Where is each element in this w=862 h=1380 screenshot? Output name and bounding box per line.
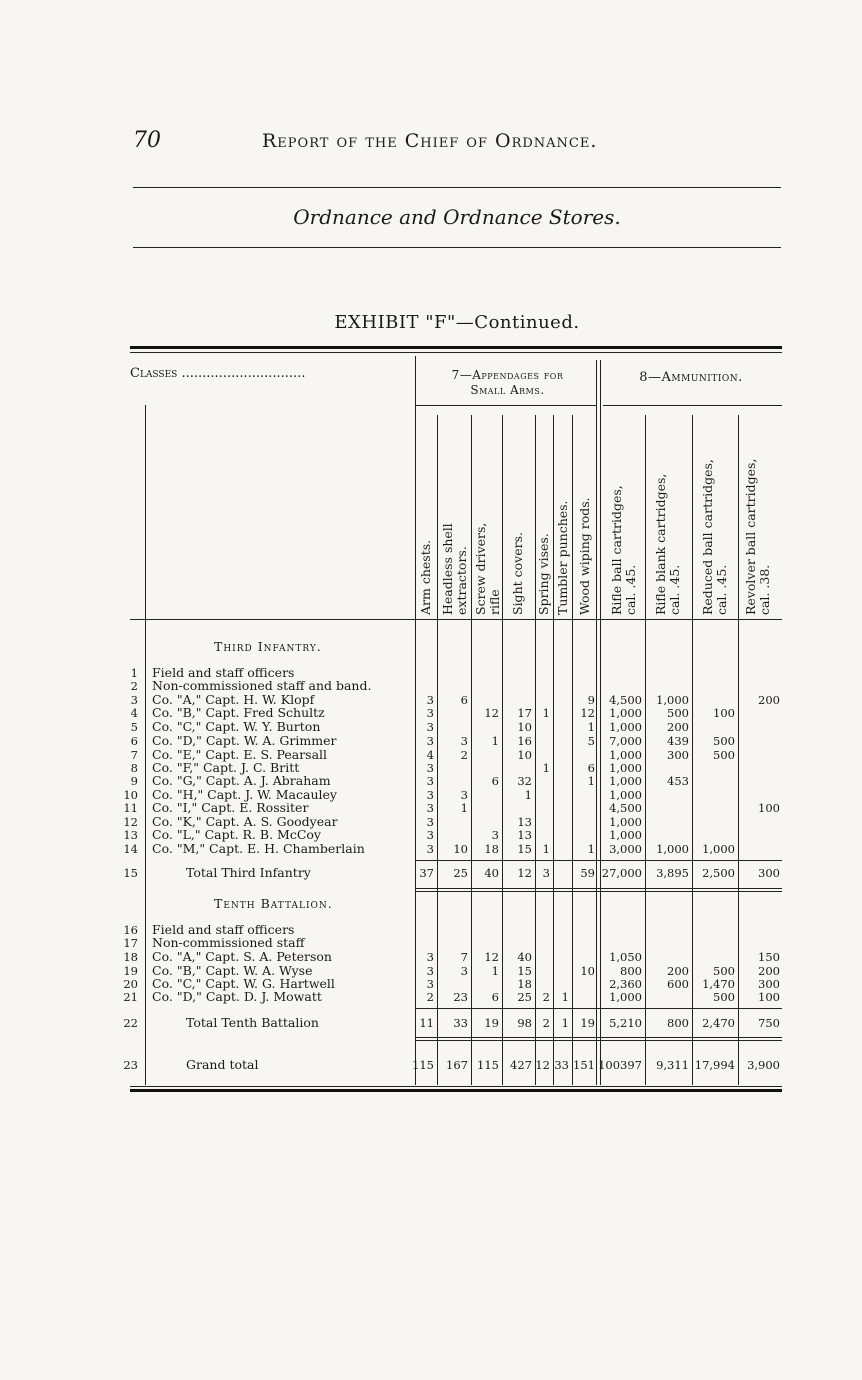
section-subtitle: Ordnance and Ordnance Stores. — [293, 205, 621, 229]
cell-value: 6 — [491, 774, 499, 788]
page-number: 70 — [133, 128, 161, 153]
row-number: 21 — [123, 990, 138, 1004]
row-number: 20 — [123, 977, 138, 991]
cell-value: 300 — [667, 748, 689, 762]
cell-value: 3,895 — [656, 866, 689, 880]
total-row — [0, 1058, 862, 1072]
table-row — [0, 693, 862, 707]
cell-value: 10 — [580, 964, 595, 978]
total-double-rule — [415, 1040, 782, 1041]
cell-value: 40 — [484, 866, 499, 880]
cell-value: 800 — [620, 964, 642, 978]
cell-value: 200 — [667, 720, 689, 734]
cell-value: 3 — [460, 964, 468, 978]
cell-value: 3 — [426, 815, 434, 829]
cell-value: 600 — [667, 977, 689, 991]
column-header-spring-vises: Spring vises. — [536, 533, 551, 615]
cell-value: 12 — [484, 950, 499, 964]
row-number: 15 — [123, 866, 138, 880]
table-top-rule-thin — [130, 352, 782, 353]
cell-value: 500 — [713, 734, 735, 748]
subtotal-rule — [415, 1008, 782, 1009]
row-label: Field and staff officers — [152, 665, 295, 680]
cell-value: 19 — [484, 1016, 499, 1030]
cell-value: 453 — [667, 774, 689, 788]
cell-value: 439 — [667, 734, 689, 748]
cell-value: 500 — [667, 706, 689, 720]
cell-value: 1 — [491, 734, 499, 748]
cell-value: 6 — [491, 990, 499, 1004]
cell-value: 16 — [517, 734, 532, 748]
cell-value: 500 — [713, 964, 735, 978]
cell-value: 25 — [453, 866, 468, 880]
table-row — [0, 748, 862, 762]
table-row — [0, 706, 862, 720]
cell-value: 167 — [446, 1058, 468, 1072]
cell-value: 17 — [517, 706, 532, 720]
table-row — [0, 801, 862, 815]
row-label: Co. "D," Capt. D. J. Mowatt — [152, 989, 322, 1004]
cell-value: 37 — [419, 866, 434, 880]
cell-value: 3 — [426, 788, 434, 802]
row-number: 17 — [123, 936, 138, 950]
row-number: 19 — [123, 964, 138, 978]
column-header-arm-chests: Arm chests. — [418, 539, 433, 615]
cell-value: 6 — [460, 693, 468, 707]
column-header-revolver-ball-cartridges: Revolver ball cartridges, cal. .38. — [743, 458, 772, 615]
cell-value: 4,500 — [609, 693, 642, 707]
running-head: Report of the Chief of Ordnance. — [262, 130, 598, 152]
header-bottom-rule — [130, 619, 782, 620]
cell-value: 1,000 — [609, 828, 642, 842]
cell-value: 3 — [426, 706, 434, 720]
group-header-appendages: 7—Appendages for Small Arms. — [451, 368, 564, 397]
cell-value: 13 — [517, 815, 532, 829]
column-header-reduced-ball-cartridges: Reduced ball cartridges, cal. .45. — [700, 459, 729, 615]
table-row — [0, 990, 862, 1004]
cell-value: 19 — [580, 1016, 595, 1030]
row-number: 22 — [123, 1016, 138, 1030]
cell-value: 3 — [542, 866, 550, 880]
cell-value: 2,500 — [702, 866, 735, 880]
row-label: Co. "I," Capt. E. Rossiter — [152, 800, 309, 815]
cell-value: 151 — [573, 1058, 595, 1072]
table-row — [0, 761, 862, 775]
table-row — [0, 828, 862, 842]
row-number: 14 — [123, 842, 138, 856]
row-number: 7 — [130, 748, 138, 762]
cell-value: 3 — [426, 801, 434, 815]
cell-value: 500 — [713, 990, 735, 1004]
cell-value: 1 — [587, 720, 595, 734]
cell-value: 3 — [460, 734, 468, 748]
column-header-wood-wiping-rods: Wood wiping rods. — [577, 497, 592, 615]
cell-value: 10 — [453, 842, 468, 856]
cell-value: 9,311 — [656, 1058, 689, 1072]
cell-value: 800 — [667, 1016, 689, 1030]
cell-value: 1 — [587, 774, 595, 788]
group7-rule — [415, 405, 597, 406]
classes-label: Classes .............................. — [130, 366, 306, 381]
row-label: Co. "E," Capt. E. S. Pearsall — [152, 747, 328, 762]
cell-value: 13 — [517, 828, 532, 842]
total-row — [0, 1016, 862, 1030]
cell-value: 5,210 — [609, 1016, 642, 1030]
cell-value: 11 — [419, 1016, 434, 1030]
total-double-rule — [415, 891, 782, 892]
total-double-rule — [415, 1037, 782, 1038]
row-label: Total Tenth Battalion — [186, 1015, 319, 1030]
cell-value: 5 — [587, 734, 595, 748]
cell-value: 33 — [554, 1058, 569, 1072]
cell-value: 3 — [426, 720, 434, 734]
row-label: Non-commissioned staff — [152, 935, 305, 950]
table-row — [0, 788, 862, 802]
row-number: 13 — [123, 828, 138, 842]
cell-value: 10 — [517, 748, 532, 762]
cell-value: 3 — [426, 774, 434, 788]
cell-value: 12 — [580, 706, 595, 720]
cell-value: 1 — [542, 842, 550, 856]
section-heading-third-infantry: Third Infantry. — [214, 639, 322, 654]
cell-value: 1,000 — [609, 761, 642, 775]
row-label: Co. "F," Capt. J. C. Britt — [152, 760, 300, 775]
table-row — [0, 964, 862, 978]
cell-value: 3 — [426, 950, 434, 964]
cell-value: 18 — [484, 842, 499, 856]
cell-value: 1,000 — [702, 842, 735, 856]
cell-value: 2 — [460, 748, 468, 762]
row-label: Co. "K," Capt. A. S. Goodyear — [152, 814, 338, 829]
cell-value: 150 — [758, 950, 780, 964]
cell-value: 1,000 — [609, 748, 642, 762]
cell-value: 500 — [713, 748, 735, 762]
top-rule — [133, 187, 781, 188]
cell-value: 3 — [426, 734, 434, 748]
row-number: 5 — [130, 720, 138, 734]
total-row — [0, 866, 862, 880]
column-header-tumbler-punches: Tumbler punches. — [555, 500, 570, 615]
table-row — [0, 815, 862, 829]
row-number: 8 — [130, 761, 138, 775]
column-header-screw-drivers: Screw drivers, rifle — [473, 522, 502, 615]
cell-value: 1 — [542, 706, 550, 720]
section-heading-tenth-battalion: Tenth Battalion. — [214, 896, 333, 911]
cell-value: 3 — [460, 788, 468, 802]
cell-value: 3 — [426, 842, 434, 856]
row-label: Co. "D," Capt. W. A. Grimmer — [152, 733, 337, 748]
cell-value: 27,000 — [601, 866, 642, 880]
cell-value: 1,000 — [609, 788, 642, 802]
cell-value: 3 — [491, 828, 499, 842]
cell-value: 32 — [517, 774, 532, 788]
group-header-ammunition: 8—Ammunition. — [639, 370, 743, 385]
cell-value: 3 — [426, 761, 434, 775]
cell-value: 115 — [412, 1058, 434, 1072]
cell-value: 3,900 — [747, 1058, 780, 1072]
cell-value: 3 — [426, 828, 434, 842]
cell-value: 1,000 — [609, 815, 642, 829]
cell-value: 12 — [517, 866, 532, 880]
row-number: 2 — [130, 679, 138, 693]
table-row — [0, 950, 862, 964]
row-number: 10 — [123, 788, 138, 802]
row-number: 4 — [130, 706, 138, 720]
cell-value: 200 — [667, 964, 689, 978]
cell-value: 1 — [587, 842, 595, 856]
cell-value: 33 — [453, 1016, 468, 1030]
cell-value: 4 — [426, 748, 434, 762]
row-label: Co. "C," Capt. W. G. Hartwell — [152, 976, 335, 991]
cell-value: 1,000 — [609, 720, 642, 734]
cell-value: 3,000 — [609, 842, 642, 856]
cell-value: 40 — [517, 950, 532, 964]
row-number: 6 — [130, 734, 138, 748]
cell-value: 100 — [758, 801, 780, 815]
cell-value: 7,000 — [609, 734, 642, 748]
row-label: Co. "A," Capt. S. A. Peterson — [152, 949, 332, 964]
cell-value: 12 — [484, 706, 499, 720]
cell-value: 2,360 — [609, 977, 642, 991]
cell-value: 1 — [542, 761, 550, 775]
table-row — [0, 774, 862, 788]
cell-value: 1,000 — [609, 990, 642, 1004]
cell-value: 15 — [517, 964, 532, 978]
cell-value: 1,470 — [702, 977, 735, 991]
column-header-rifle-blank-cartridges: Rifle blank cartridges, cal. .45. — [653, 473, 682, 615]
cell-value: 100 — [758, 990, 780, 1004]
cell-value: 4,500 — [609, 801, 642, 815]
row-label: Field and staff officers — [152, 922, 295, 937]
cell-value: 7 — [460, 950, 468, 964]
row-label: Co. "H," Capt. J. W. Macauley — [152, 787, 337, 802]
row-number: 9 — [130, 774, 138, 788]
row-number: 3 — [130, 693, 138, 707]
cell-value: 3 — [426, 964, 434, 978]
row-label: Co. "B," Capt. Fred Schultz — [152, 705, 325, 720]
table-row — [0, 720, 862, 734]
cell-value: 17,994 — [694, 1058, 735, 1072]
cell-value: 1 — [524, 788, 532, 802]
cell-value: 1 — [460, 801, 468, 815]
cell-value: 2 — [542, 990, 550, 1004]
cell-value: 1 — [561, 1016, 569, 1030]
row-number: 12 — [123, 815, 138, 829]
row-label: Co. "B," Capt. W. A. Wyse — [152, 963, 313, 978]
table-row — [0, 923, 862, 937]
cell-value: 115 — [477, 1058, 499, 1072]
cell-value: 300 — [758, 977, 780, 991]
row-number: 23 — [123, 1058, 138, 1072]
table-row — [0, 734, 862, 748]
cell-value: 427 — [510, 1058, 532, 1072]
cell-value: 1 — [491, 964, 499, 978]
row-label: Co. "L," Capt. R. B. McCoy — [152, 827, 321, 842]
cell-value: 3 — [426, 977, 434, 991]
cell-value: 1,000 — [656, 842, 689, 856]
cell-value: 18 — [517, 977, 532, 991]
cell-value: 1,000 — [609, 774, 642, 788]
column-header-sight-covers: Sight covers. — [510, 532, 525, 615]
row-label: Co. "M," Capt. E. H. Chamberlain — [152, 841, 365, 856]
cell-value: 1,050 — [609, 950, 642, 964]
cell-value: 23 — [453, 990, 468, 1004]
column-header-rifle-ball-cartridges: Rifle ball cartridges, cal. .45. — [609, 485, 638, 615]
table-bottom-rule — [130, 1089, 782, 1092]
cell-value: 200 — [758, 964, 780, 978]
cell-value: 300 — [758, 866, 780, 880]
row-label: Total Third Infantry — [186, 865, 311, 880]
subtitle-rule — [133, 247, 781, 248]
cell-value: 98 — [517, 1016, 532, 1030]
cell-value: 1,000 — [656, 693, 689, 707]
cell-value: 12 — [535, 1058, 550, 1072]
table-bottom-rule-thin — [130, 1086, 782, 1087]
cell-value: 100 — [713, 706, 735, 720]
row-number: 11 — [123, 801, 138, 815]
table-row — [0, 666, 862, 680]
cell-value: 10 — [517, 720, 532, 734]
row-number: 18 — [123, 950, 138, 964]
cell-value: 2,470 — [702, 1016, 735, 1030]
cell-value: 3 — [426, 693, 434, 707]
cell-value: 100397 — [598, 1058, 642, 1072]
table-row — [0, 936, 862, 950]
group8-rule — [603, 405, 782, 406]
cell-value: 9 — [587, 693, 595, 707]
cell-value: 200 — [758, 693, 780, 707]
cell-value: 25 — [517, 990, 532, 1004]
cell-value: 1 — [561, 990, 569, 1004]
row-label: Co. "A," Capt. H. W. Klopf — [152, 692, 315, 707]
cell-value: 750 — [758, 1016, 780, 1030]
exhibit-title: EXHIBIT "F"—Continued. — [334, 312, 580, 333]
cell-value: 6 — [587, 761, 595, 775]
table-top-rule — [130, 346, 782, 349]
subtotal-rule — [415, 860, 782, 861]
row-label: Co. "G," Capt. A. J. Abraham — [152, 773, 331, 788]
table-row — [0, 679, 862, 693]
cell-value: 2 — [426, 990, 434, 1004]
cell-value: 15 — [517, 842, 532, 856]
cell-value: 1,000 — [609, 706, 642, 720]
row-label: Non-commissioned staff and band. — [152, 678, 372, 693]
table-row — [0, 977, 862, 991]
column-header-headless-shell-extractors: Headless shell extractors. — [440, 523, 469, 615]
table-row — [0, 842, 862, 856]
row-number: 1 — [130, 666, 138, 680]
total-double-rule — [415, 888, 782, 889]
row-label: Co. "C," Capt. W. Y. Burton — [152, 719, 321, 734]
row-label: Grand total — [186, 1057, 259, 1072]
cell-value: 59 — [580, 866, 595, 880]
cell-value: 2 — [542, 1016, 550, 1030]
row-number: 16 — [123, 923, 138, 937]
